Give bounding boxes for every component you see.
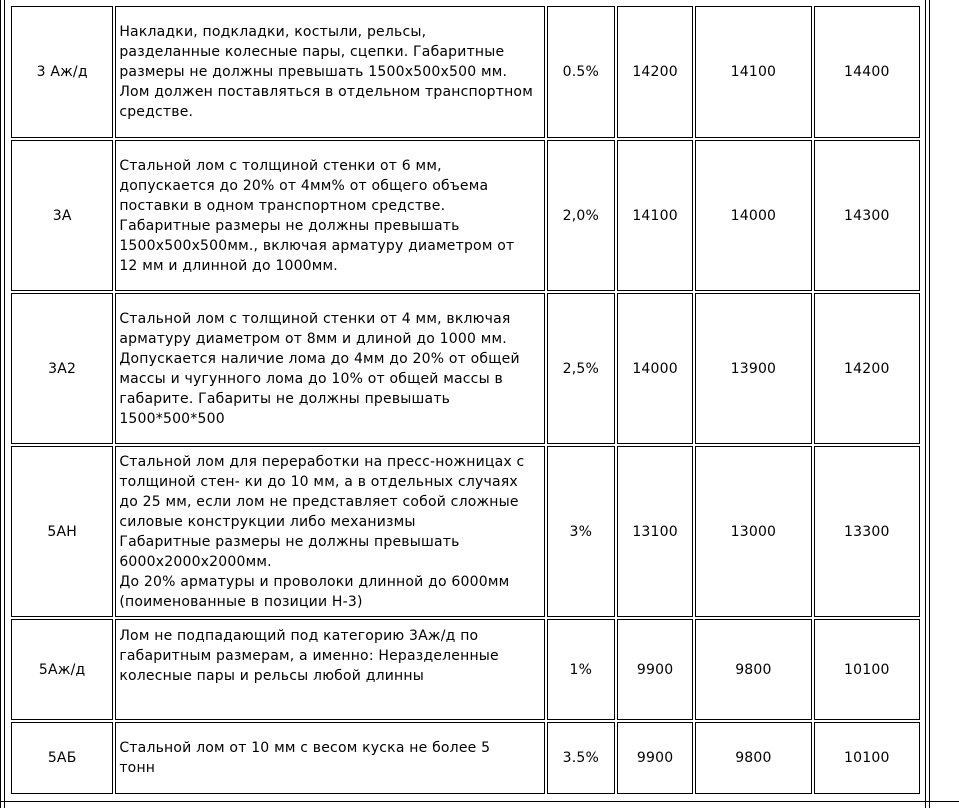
description-line: толщиной стен- ки до 10 мм, а в отдельных случаях bbox=[119, 473, 518, 490]
table-row bbox=[11, 140, 920, 291]
description-cell bbox=[115, 6, 544, 138]
bottom-border bbox=[0, 801, 959, 802]
description-line: арматуру диаметром от 8мм и длиной до 1000 мм. bbox=[119, 330, 507, 347]
outer-border-right bbox=[929, 0, 930, 808]
description-line: Стальной лом от 10 мм с весом куска не более 5 bbox=[119, 740, 491, 756]
table-row bbox=[11, 293, 920, 444]
description-cell bbox=[115, 293, 544, 444]
table-row bbox=[11, 446, 920, 617]
description-line: (поименованные в позиции Н-3) bbox=[119, 593, 363, 610]
description-line: 1500*500*500 bbox=[119, 410, 225, 427]
category-cell: 3А bbox=[11, 140, 113, 291]
percent-cell: 1% bbox=[547, 619, 615, 720]
price-cell-3: 10100 bbox=[814, 722, 920, 794]
price-cell-1: 14100 bbox=[617, 140, 693, 291]
price-cell-2: 13000 bbox=[695, 446, 811, 617]
description-line: до 25 мм, если лом не представляет собой сложные bbox=[119, 493, 519, 510]
description-line: габаритным размерам, а именно: Неразделенные bbox=[119, 648, 499, 664]
description-cell bbox=[115, 722, 544, 794]
price-cell-1: 14200 bbox=[617, 6, 693, 138]
description-line: размеры не должны превышать 1500х500х500 мм. bbox=[119, 64, 508, 80]
outer-border-right-inner bbox=[925, 0, 926, 808]
price-cell-2: 13900 bbox=[695, 293, 811, 444]
price-cell-2: 14100 bbox=[695, 6, 811, 138]
percent-cell: 2,0% bbox=[547, 140, 615, 291]
category-cell: 3А2 bbox=[11, 293, 113, 444]
category-cell: 5Аж/д bbox=[11, 619, 113, 720]
percent-cell: 3% bbox=[547, 446, 615, 617]
category-cell: 5АБ bbox=[11, 722, 113, 794]
price-cell-1: 13100 bbox=[617, 446, 693, 617]
table-body bbox=[11, 6, 920, 794]
description-line: колесные пары и рельсы любой длинны bbox=[119, 668, 425, 684]
description-line: средстве. bbox=[119, 104, 194, 120]
description-line: Допускается наличие лома до 4мм до 20% от общей bbox=[119, 350, 520, 367]
table-row bbox=[11, 619, 920, 720]
percent-cell: 2,5% bbox=[547, 293, 615, 444]
description-line: До 20% арматуры и проволоки длинной до 6000мм bbox=[119, 573, 510, 590]
price-cell-3: 13300 bbox=[814, 446, 920, 617]
description-line: тонн bbox=[119, 760, 156, 776]
description-line: поставки в одном транспортном средстве. bbox=[119, 197, 446, 214]
description-line: массы и чугунного лома до 10% от общей массы в bbox=[119, 370, 503, 387]
description-line: габарите. Габариты не должны превышать bbox=[119, 390, 451, 407]
scrap-price-table bbox=[9, 4, 922, 796]
price-cell-1: 9900 bbox=[617, 722, 693, 794]
description-line: Стальной лом для переработки на пресс-ножницах с bbox=[119, 453, 525, 470]
description-line: Стальной лом с толщиной стенки от 6 мм, bbox=[119, 157, 442, 174]
description-cell bbox=[115, 446, 544, 617]
description-cell bbox=[115, 140, 544, 291]
description-line: Накладки, подкладки, костыли, рельсы, bbox=[119, 24, 427, 40]
price-cell-2: 9800 bbox=[695, 722, 811, 794]
category-cell: 5АН bbox=[11, 446, 113, 617]
description-line: Габаритные размеры не должны превышать bbox=[119, 533, 460, 550]
price-cell-1: 14000 bbox=[617, 293, 693, 444]
description-line: Лом должен поставляться в отдельном транспортном bbox=[119, 84, 533, 100]
description-line: Стальной лом с толщиной стенки от 4 мм, включая bbox=[119, 310, 511, 327]
description-line: разделанные колесные пары, сцепки. Габаритные bbox=[119, 44, 505, 60]
price-cell-2: 14000 bbox=[695, 140, 811, 291]
description-line: Лом не подпадающий под категорию 3Аж/д по bbox=[119, 628, 479, 644]
table-row bbox=[11, 6, 920, 138]
price-cell-1: 9900 bbox=[617, 619, 693, 720]
category-cell: 3 Аж/д bbox=[11, 6, 113, 138]
price-cell-3: 14200 bbox=[814, 293, 920, 444]
price-cell-3: 14300 bbox=[814, 140, 920, 291]
percent-cell: 0.5% bbox=[547, 6, 615, 138]
price-cell-3: 10100 bbox=[814, 619, 920, 720]
table-row bbox=[11, 722, 920, 794]
description-line: 6000х2000х2000мм. bbox=[119, 553, 272, 570]
description-line: допускается до 20% от 4мм% от общего объема bbox=[119, 177, 489, 194]
description-line: силовые конструкции либо механизмы bbox=[119, 513, 416, 530]
description-cell bbox=[115, 619, 544, 720]
outer-border-left-inner bbox=[4, 0, 5, 808]
price-cell-3: 14400 bbox=[814, 6, 920, 138]
outer-border-left bbox=[0, 0, 1, 808]
price-cell-2: 9800 bbox=[695, 619, 811, 720]
description-line: Габаритные размеры не должны превышать bbox=[119, 217, 460, 234]
description-line: 12 мм и длинной до 1000мм. bbox=[119, 257, 338, 274]
description-line: 1500х500х500мм., включая арматуру диаметром от bbox=[119, 237, 515, 254]
percent-cell: 3.5% bbox=[547, 722, 615, 794]
